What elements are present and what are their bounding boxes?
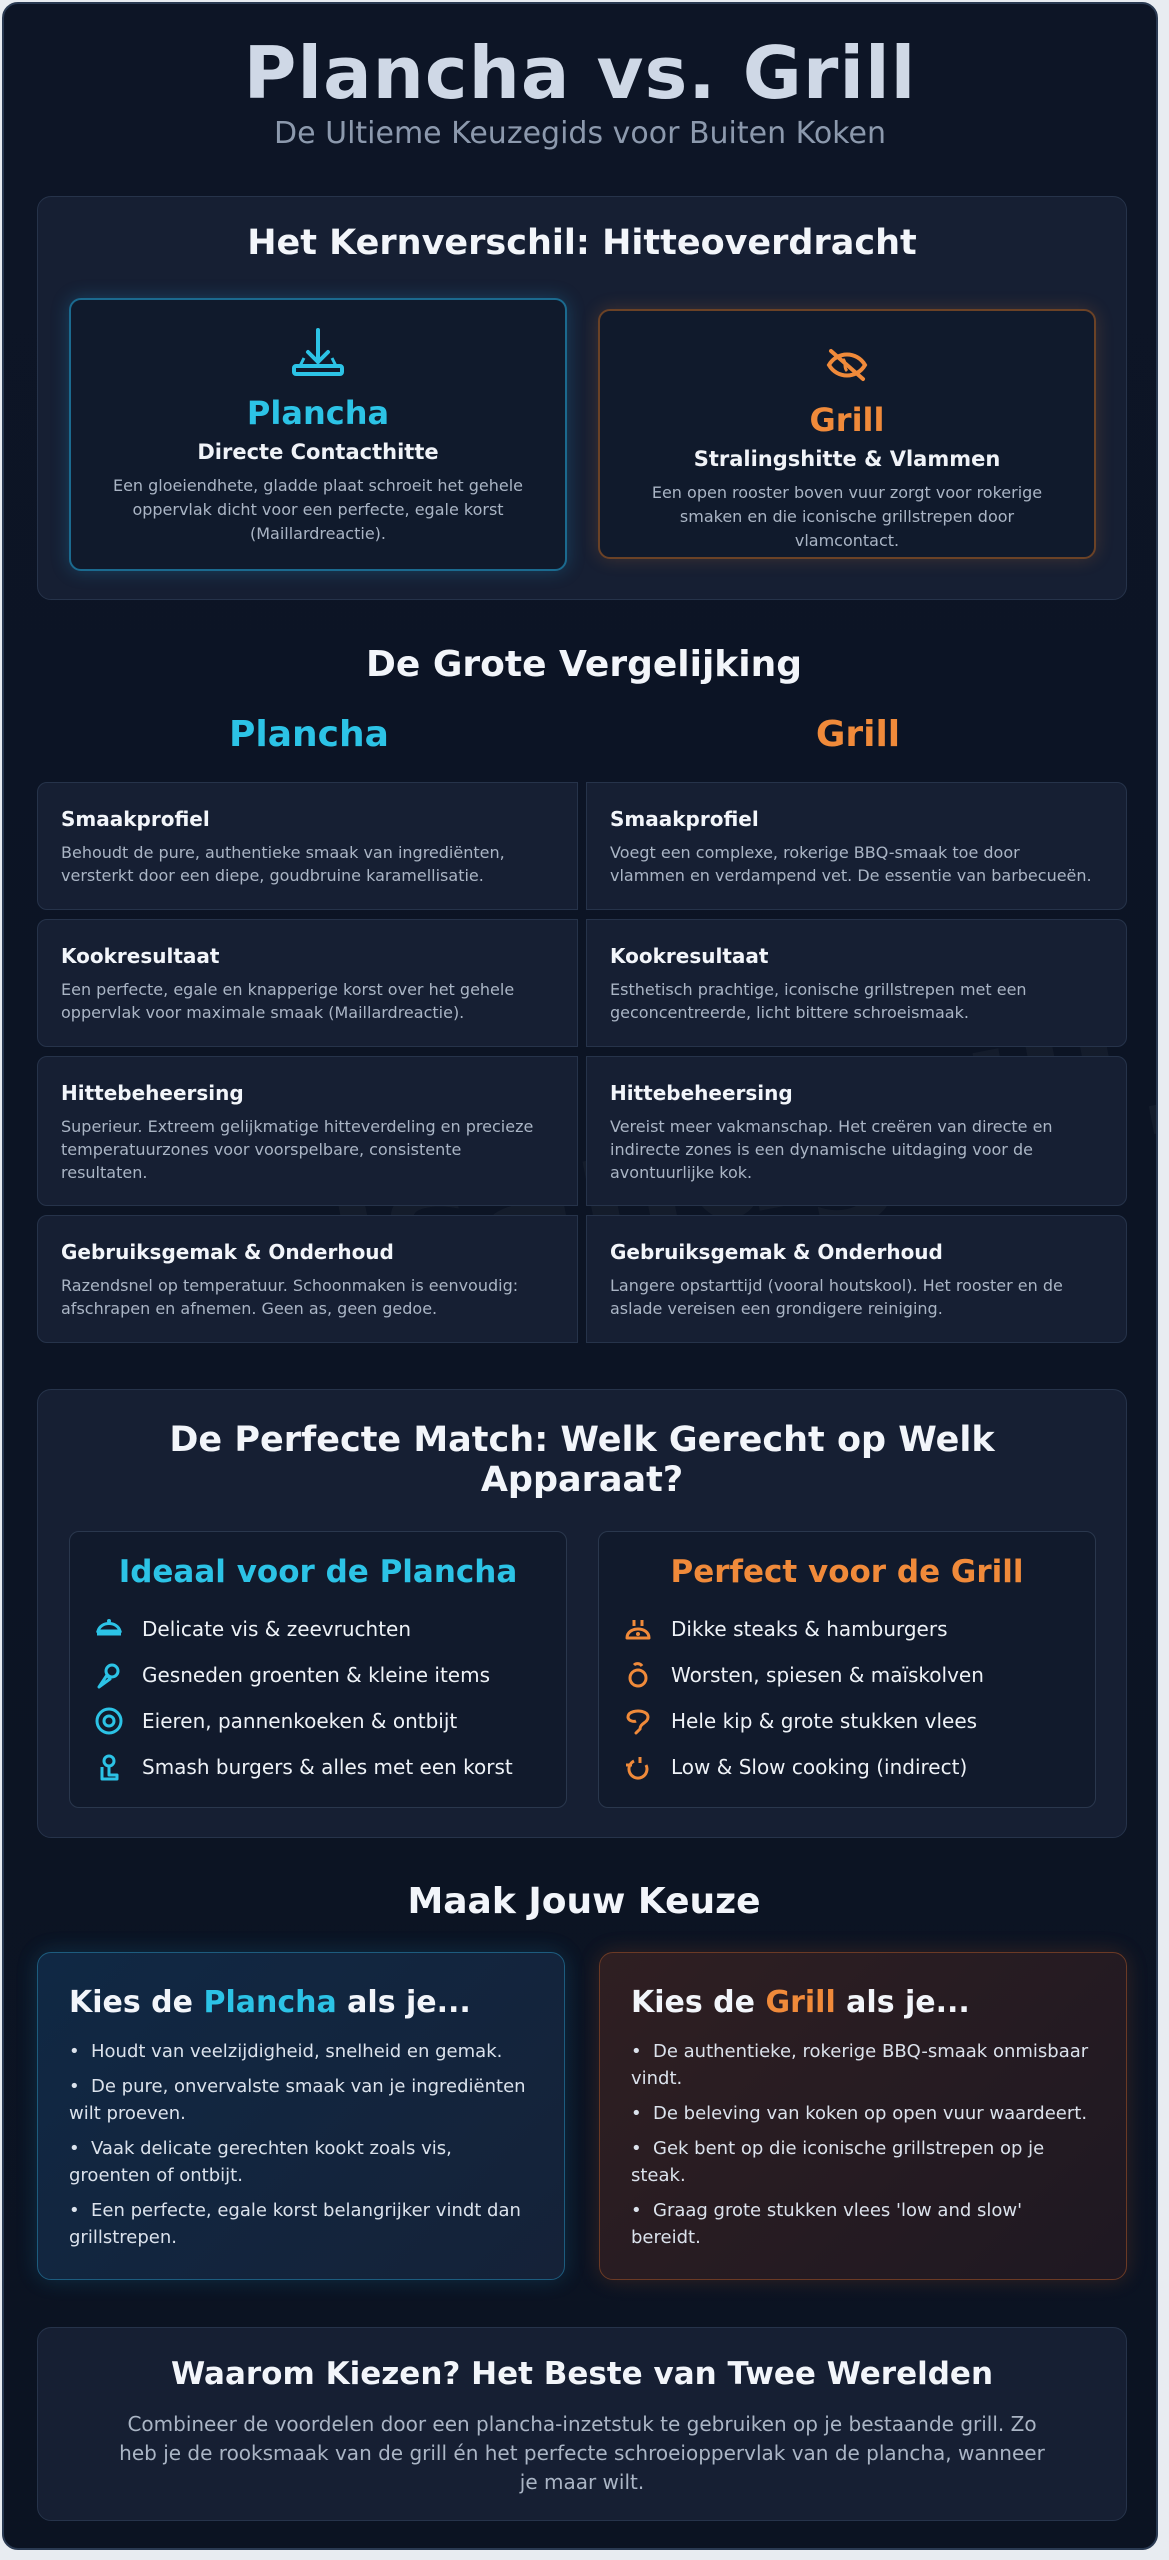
comparison-text: Een perfecte, egale en knapperige korst over het gehele oppervlak voor maximale smaak (Maillardreactie).	[61, 980, 515, 1022]
list-item	[69, 2038, 534, 2065]
best-of-both-text: Combineer de voordelen door een plancha-inzetstuk te gebruiken op je bestaande grill. Zo heb je de rooksmaak van de grill én het perfecte schroeioppervlak van de plancha, wanneer je maar wilt.	[119, 2412, 1045, 2494]
choose-prefix: Kies de	[631, 1985, 766, 2020]
bullet: •	[69, 2138, 80, 2159]
comparison-plancha-taste	[37, 782, 578, 910]
list-item	[623, 1698, 1095, 1744]
list-item	[623, 1606, 1095, 1652]
slow-cook-icon	[623, 1752, 653, 1782]
plancha-heat-card	[69, 298, 567, 571]
choose-grill-list	[631, 2038, 1096, 2251]
list-item-label: Delicate vis & zeevruchten	[142, 1617, 412, 1641]
list-item-label: Houdt van veelzijdigheid, snelheid en gemak.	[91, 2041, 503, 2062]
comparison-grill-heading: Grill	[815, 714, 901, 755]
comparison-heading: Hittebeheersing	[610, 1081, 793, 1105]
comparison-heading: Kookresultaat	[61, 944, 220, 968]
comparison-plancha-heading: Plancha	[229, 714, 389, 755]
plancha-match-card	[69, 1531, 567, 1808]
choose-plancha-list	[69, 2038, 534, 2251]
page-subtitle: De Ultieme Keuzegids voor Buiten Koken	[274, 116, 886, 151]
bullet: •	[69, 2200, 80, 2221]
grill-heat-description: Een open rooster boven vuur zorgt voor rokerige smaken en die iconische grillstrepen door vlamcontact.	[651, 483, 1043, 550]
comparison-text: Vereist meer vakmanschap. Het creëren van directe en indirecte zones is een dynamische uitdaging voor de avontuurlijke kok.	[610, 1117, 1053, 1182]
list-item-label: De authentieke, rokerige BBQ-smaak onmisbaar vindt.	[631, 2041, 1089, 2089]
list-item-label: Worsten, spiesen & maïskolven	[671, 1663, 984, 1687]
choose-plancha-name: Plancha	[203, 1985, 337, 2020]
list-item	[94, 1744, 566, 1790]
comparison-heading: Hittebeheersing	[61, 1081, 244, 1105]
sausage-icon	[623, 1660, 653, 1690]
list-item-label: Eieren, pannenkoeken & ontbijt	[142, 1709, 458, 1733]
comparison-heading: Smaakprofiel	[61, 807, 210, 831]
bullet: •	[631, 2041, 642, 2062]
choose-plancha-title	[69, 1985, 564, 2020]
grill-heat-subtitle: Stralingshitte & Vlammen	[693, 447, 1001, 471]
core-difference-title: Het Kernverschil: Hitteoverdracht	[247, 223, 917, 263]
comparison-grill-taste	[586, 782, 1127, 910]
bullet: •	[631, 2200, 642, 2221]
list-item-label: Vaak delicate gerechten kookt zoals vis, groenten of ontbijt.	[69, 2138, 452, 2186]
header	[4, 4, 1156, 184]
list-item	[631, 2038, 1096, 2092]
perfect-match-panel	[37, 1389, 1127, 1838]
comparison-plancha-ease	[37, 1215, 578, 1343]
fish-icon	[94, 1614, 124, 1644]
list-item	[94, 1698, 566, 1744]
list-item	[623, 1652, 1095, 1698]
list-item-label: Dikke steaks & hamburgers	[671, 1617, 948, 1641]
grill-flame-icon	[600, 345, 1094, 385]
comparison-title: De Grote Vergelijking	[366, 644, 802, 685]
list-item-label: Gek bent op die iconische grillstrepen op je steak.	[631, 2138, 1045, 2186]
list-item	[69, 2073, 534, 2127]
comparison-text: Razendsnel op temperatuur. Schoonmaken is eenvoudig: afschrapen en afnemen. Geen as, geen gedoe.	[61, 1276, 519, 1318]
bullet: •	[69, 2041, 80, 2062]
burger-icon	[94, 1752, 124, 1782]
comparison-grill-ease	[586, 1215, 1127, 1343]
list-item-label: Low & Slow cooking (indirect)	[671, 1755, 968, 1779]
choose-grill-title	[631, 1985, 1126, 2020]
list-item	[69, 2197, 534, 2251]
comparison-text: Superieur. Extreem gelijkmatige hitteverdeling en precieze temperatuurzones voor voorspelbare, consistente resultaten.	[61, 1117, 534, 1182]
comparison-heading: Kookresultaat	[610, 944, 769, 968]
vegetable-icon	[94, 1660, 124, 1690]
page-title: Plancha vs. Grill	[243, 31, 917, 115]
choose-plancha-card	[37, 1952, 565, 2280]
comparison-grill-result	[586, 919, 1127, 1047]
bullet: •	[631, 2138, 642, 2159]
perfect-match-title: De Perfecte Match: Welk Gerecht op Welk Apparaat?	[169, 1420, 995, 1500]
best-of-both-panel	[37, 2327, 1127, 2521]
list-item-label: Hele kip & grote stukken vlees	[671, 1709, 978, 1733]
comparison-plancha-result	[37, 919, 578, 1047]
list-item	[94, 1652, 566, 1698]
infographic-page	[2, 2, 1158, 2550]
comparison-grill-heat-control	[586, 1056, 1127, 1206]
comparison-heading: Gebruiksgemak & Onderhoud	[610, 1240, 943, 1264]
choose-grill-card	[599, 1952, 1127, 2280]
grill-heat-card	[598, 309, 1096, 559]
choice-title: Maak Jouw Keuze	[407, 1881, 761, 1922]
list-item-label: Gesneden groenten & kleine items	[142, 1663, 491, 1687]
list-item-label: De pure, onvervalste smaak van je ingrediënten wilt proeven.	[69, 2076, 526, 2124]
grill-match-card	[598, 1531, 1096, 1808]
core-difference-panel	[37, 196, 1127, 600]
grill-heat-title: Grill	[809, 401, 885, 439]
comparison-heading: Gebruiksgemak & Onderhoud	[61, 1240, 394, 1264]
steak-icon	[623, 1614, 653, 1644]
comparison-plancha-heat-control	[37, 1056, 578, 1206]
plancha-match-title: Ideaal voor de Plancha	[118, 1554, 518, 1590]
list-item-label: De beleving van koken op open vuur waardeert.	[653, 2103, 1088, 2124]
egg-icon	[94, 1706, 124, 1736]
list-item-label: Smash burgers & alles met een korst	[142, 1755, 513, 1779]
choose-grill-name: Grill	[765, 1985, 836, 2020]
choose-suffix: als je...	[336, 1985, 471, 2020]
comparison-heading: Smaakprofiel	[610, 807, 759, 831]
list-item	[69, 2135, 534, 2189]
plancha-heat-icon	[71, 328, 565, 380]
comparison-text: Behoudt de pure, authentieke smaak van ingrediënten, versterkt door een diepe, goudbruine karamellisatie.	[61, 843, 505, 885]
list-item-label: Een perfecte, egale korst belangrijker vindt dan grillstrepen.	[69, 2200, 521, 2248]
choose-prefix: Kies de	[69, 1985, 204, 2020]
comparison-text: Langere opstarttijd (vooral houtskool). Het rooster en de aslade vereisen een grondigere reiniging.	[610, 1276, 1063, 1318]
grill-match-title: Perfect voor de Grill	[670, 1554, 1024, 1590]
chicken-icon	[623, 1706, 653, 1736]
comparison-text: Esthetisch prachtige, iconische grillstrepen met een geconcentreerde, licht bittere schroeismaak.	[610, 980, 1027, 1022]
best-of-both-title: Waarom Kiezen? Het Beste van Twee Werelden	[170, 2356, 994, 2392]
list-item-label: Graag grote stukken vlees 'low and slow' bereidt.	[631, 2200, 1023, 2248]
bullet: •	[69, 2076, 80, 2097]
plancha-heat-title: Plancha	[246, 394, 390, 432]
list-item	[623, 1744, 1095, 1790]
choose-suffix: als je...	[835, 1985, 970, 2020]
list-item	[631, 2100, 1096, 2127]
list-item	[94, 1606, 566, 1652]
list-item	[631, 2135, 1096, 2189]
plancha-heat-description: Een gloeiendhete, gladde plaat schroeit het gehele oppervlak dicht voor een perfecte, egale korst (Maillardreactie).	[112, 476, 524, 543]
comparison-text: Voegt een complexe, rokerige BBQ-smaak toe door vlammen en verdampend vet. De essentie van barbecueën.	[610, 843, 1092, 885]
plancha-heat-subtitle: Directe Contacthitte	[197, 440, 439, 464]
list-item	[631, 2197, 1096, 2251]
bullet: •	[631, 2103, 642, 2124]
